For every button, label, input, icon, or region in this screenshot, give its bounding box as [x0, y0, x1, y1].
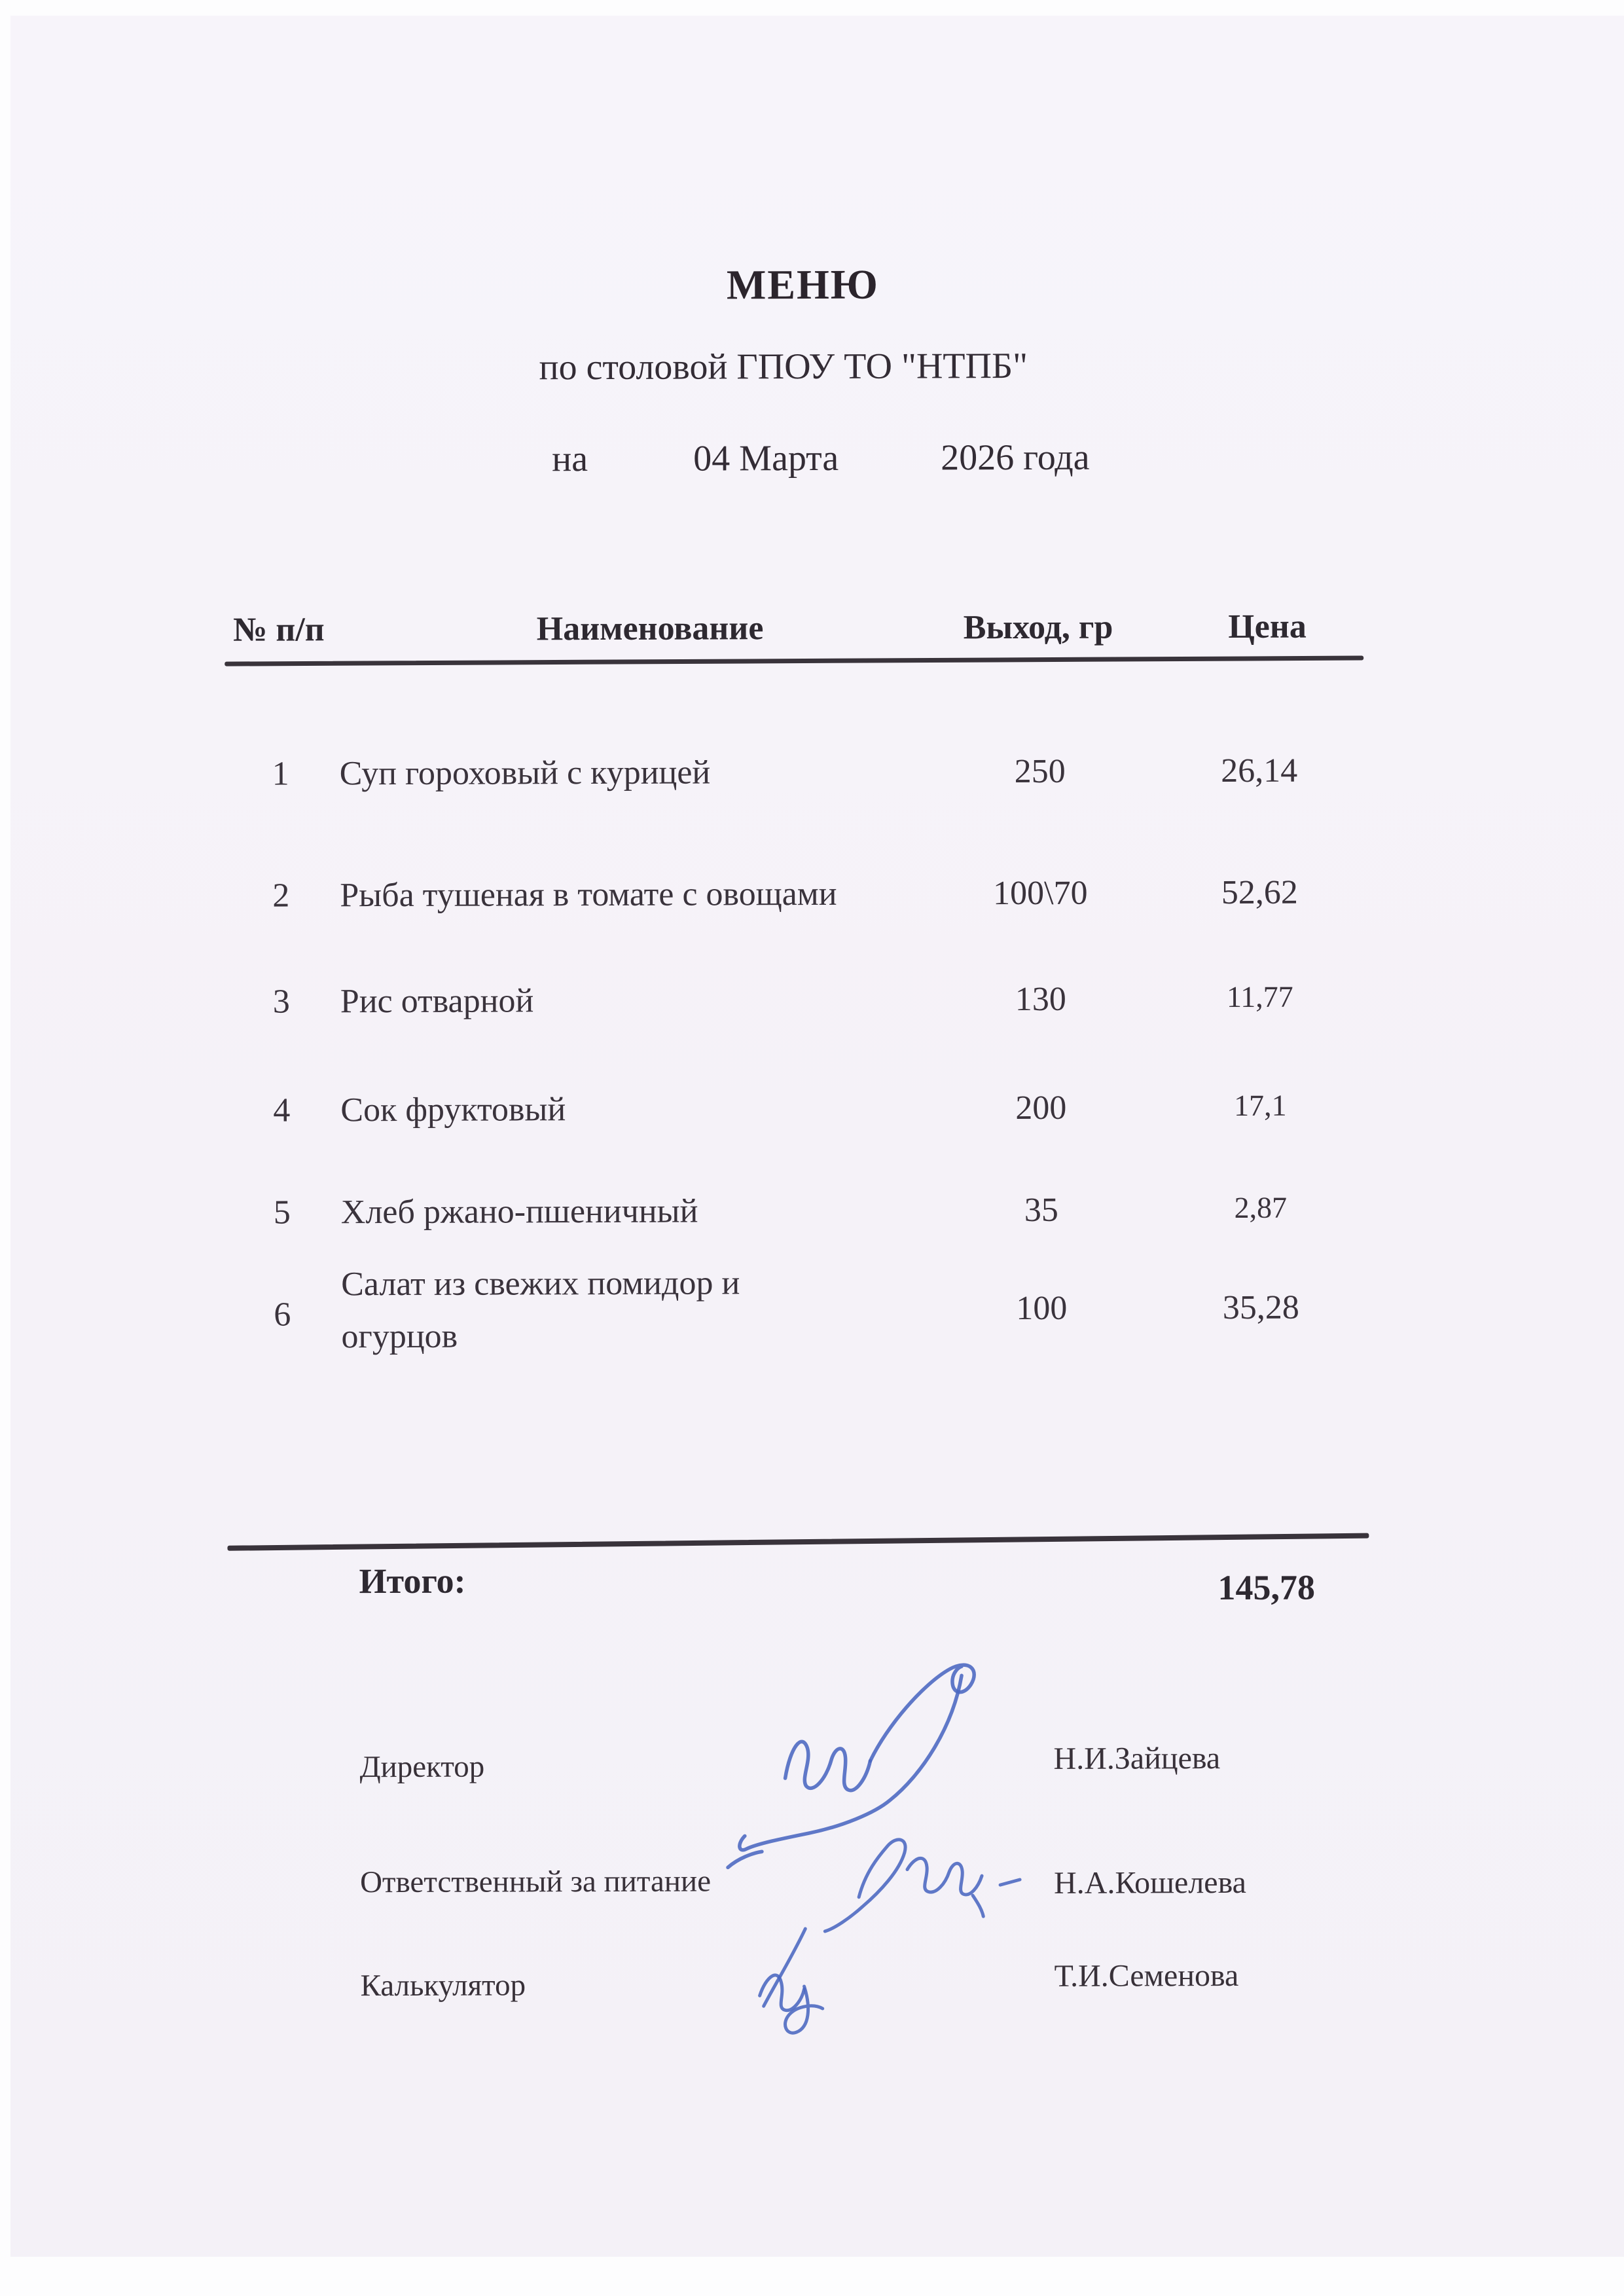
row-num: 1	[272, 755, 289, 793]
row-name: Суп гороховый с курицей	[339, 754, 711, 793]
signature-name-responsible: Н.А.Кошелева	[1053, 1865, 1246, 1901]
header-name: Наименование	[536, 610, 764, 648]
calculator-signature-icon	[759, 1929, 822, 2033]
row-name: Хлеб ржано-пшеничный	[340, 1192, 698, 1231]
row-weight: 200	[1015, 1089, 1067, 1127]
menu-row	[0, 750, 1623, 814]
date-line	[0, 435, 1622, 486]
row-num: 3	[272, 983, 290, 1021]
row-weight: 100	[1016, 1289, 1068, 1328]
row-name: Рыба тушеная в томате с овощами	[340, 875, 837, 915]
row-price: 2,87	[1234, 1190, 1288, 1224]
menu-row	[0, 872, 1624, 936]
table-header-row	[0, 606, 1623, 657]
row-price: 11,77	[1226, 979, 1293, 1014]
date-year: 2026 года	[941, 437, 1090, 479]
date-value: 04 Марта	[693, 437, 839, 479]
row-weight: 100\70	[993, 874, 1088, 913]
row-name: Сок фруктовый	[340, 1091, 566, 1129]
row-price: 17,1	[1234, 1088, 1287, 1122]
row-weight: 130	[1015, 980, 1066, 1019]
header-price: Цена	[1228, 608, 1307, 646]
row-price: 52,62	[1221, 873, 1298, 912]
row-weight: 35	[1024, 1191, 1058, 1229]
row-num: 2	[272, 877, 290, 915]
row-price: 35,28	[1222, 1288, 1299, 1327]
menu-row	[0, 978, 1624, 1042]
signature-role-director: Директор	[359, 1749, 485, 1785]
row-num: 5	[273, 1194, 291, 1231]
signature-role-calculator: Калькулятор	[360, 1968, 526, 2003]
signature-role-responsible: Ответственный за питание	[359, 1864, 712, 1900]
signature-name-director: Н.И.Зайцева	[1053, 1741, 1221, 1776]
row-price: 26,14	[1221, 752, 1298, 790]
row-weight: 250	[1014, 752, 1066, 791]
total-divider	[227, 1533, 1369, 1551]
row-name: Салат из свежих помидор и огурцов	[341, 1264, 740, 1356]
menu-row	[1, 1264, 1624, 1356]
date-prefix: на	[552, 439, 588, 480]
table-header-divider	[225, 656, 1363, 666]
row-name: Рис отварной	[340, 982, 534, 1021]
header-weight: Выход, гр	[963, 608, 1113, 647]
total-value: 145,78	[1218, 1567, 1316, 1608]
menu-row	[0, 1087, 1624, 1151]
document-subtitle: по столовой ГПОУ ТО "НТПБ"	[539, 345, 1028, 388]
director-signature-icon	[727, 1665, 975, 1867]
header-num: № п/п	[232, 611, 325, 649]
signature-name-calculator: Т.И.Семенова	[1054, 1958, 1239, 1994]
row-num: 4	[273, 1091, 291, 1129]
menu-row	[1, 1189, 1624, 1253]
responsible-signature-icon	[825, 1839, 1020, 1931]
row-num: 6	[274, 1296, 291, 1334]
total-label: Итого:	[359, 1561, 466, 1601]
document-title: МЕНЮ	[726, 261, 879, 308]
